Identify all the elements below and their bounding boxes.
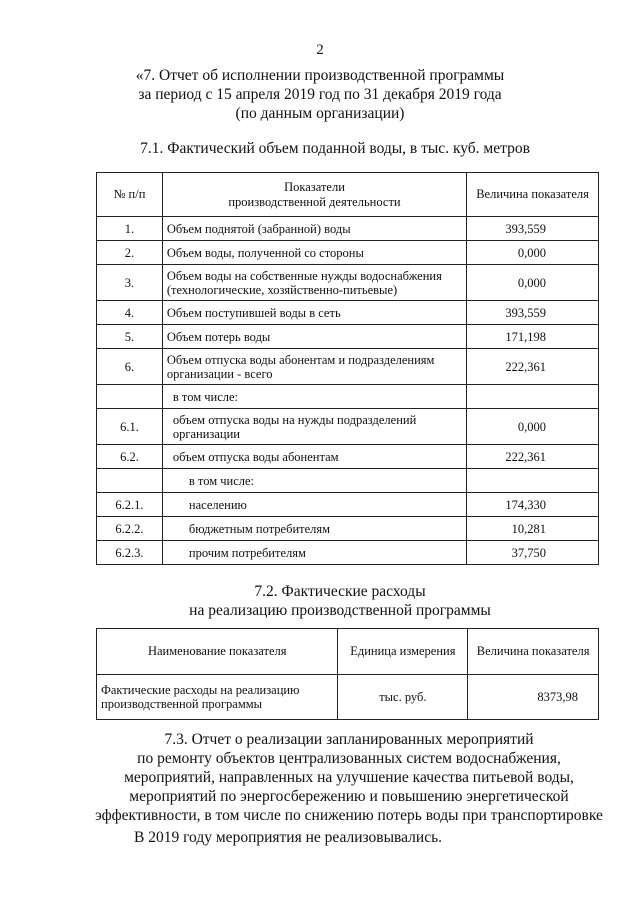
table-row xyxy=(97,469,599,493)
table-row xyxy=(97,385,599,409)
row-value: 174,330 xyxy=(467,493,599,517)
row-number: 3. xyxy=(97,265,163,301)
title-line: на реализацию производственной программы xyxy=(189,602,491,619)
row-name: Фактические расходы на реализацию производственной программы xyxy=(97,675,338,720)
row-number: 6.2.1. xyxy=(97,493,163,517)
row-value: 393,559 xyxy=(467,301,599,325)
row-number: 6.2. xyxy=(97,445,163,469)
heading-line: (по данным организации) xyxy=(235,105,405,122)
row-value: 0,000 xyxy=(467,265,599,301)
row-number: 4. xyxy=(97,301,163,325)
table-row xyxy=(97,265,599,301)
row-value: 0,000 xyxy=(467,409,599,445)
row-value xyxy=(467,385,599,409)
row-value: 10,281 xyxy=(467,517,599,541)
row-name: населению xyxy=(162,493,466,517)
row-number xyxy=(97,385,163,409)
heading-line: за период с 15 апреля 2019 год по 31 декабря 2019 года xyxy=(138,86,502,103)
row-value: 222,361 xyxy=(467,445,599,469)
row-number: 5. xyxy=(97,325,163,349)
row-name: в том числе: xyxy=(162,385,466,409)
title-line: по ремонту объектов централизованных систем водоснабжения, xyxy=(137,750,561,767)
header-indicator-name: Наименование показателя xyxy=(97,629,338,675)
row-name: Объем воды, полученной со стороны xyxy=(162,241,466,265)
section-7-3-title xyxy=(0,730,640,825)
row-value: 222,361 xyxy=(467,349,599,385)
row-name: Объем потерь воды xyxy=(162,325,466,349)
row-name: Объем поднятой (забранной) воды xyxy=(162,217,466,241)
row-value: 8373,98 xyxy=(468,675,599,720)
table-row xyxy=(97,301,599,325)
row-name: Объем отпуска воды абонентам и подразделениям организации - всего xyxy=(162,349,466,385)
row-number: 6.1. xyxy=(97,409,163,445)
row-name: в том числе: xyxy=(162,469,466,493)
row-name: объем отпуска воды на нужды подразделений организации xyxy=(162,409,466,445)
header-indicator-line1: Показатели xyxy=(284,179,345,194)
page-number: 2 xyxy=(316,42,324,58)
title-line: эффективности, в том числе по снижению потерь воды при транспортировке xyxy=(95,807,603,824)
table-header-row xyxy=(97,629,599,675)
table-row xyxy=(97,445,599,469)
section-7-2-title xyxy=(0,582,640,620)
table-row xyxy=(97,241,599,265)
title-line: мероприятий, направленных на улучшение качества питьевой воды, xyxy=(124,769,574,786)
heading-line: «7. Отчет об исполнении производственной программы xyxy=(135,67,505,84)
header-indicator-line2: производственной деятельности xyxy=(228,194,401,209)
title-line: мероприятий по энергосбережению и повышению энергетической xyxy=(129,788,569,805)
title-line: 7.2. Фактические расходы xyxy=(254,583,426,600)
row-name: Объем поступившей воды в сеть xyxy=(162,301,466,325)
row-number: 2. xyxy=(97,241,163,265)
header-number: № п/п xyxy=(97,173,163,217)
row-unit: тыс. руб. xyxy=(338,675,468,720)
header-value: Величина показателя xyxy=(467,173,599,217)
table-row xyxy=(97,325,599,349)
row-name: прочим потребителям xyxy=(162,541,466,565)
header-value: Величина показателя xyxy=(468,629,599,675)
row-name: Объем воды на собственные нужды водоснабжения (технологические, хозяйственно-питьевые) xyxy=(162,265,466,301)
row-number: 1. xyxy=(97,217,163,241)
section-7-1-title: 7.1. Фактический объем поданной воды, в тыс. куб. метров xyxy=(140,140,530,157)
title-line: 7.3. Отчет о реализации запланированных мероприятий xyxy=(164,731,534,748)
row-value: 171,198 xyxy=(467,325,599,349)
row-number: 6.2.3. xyxy=(97,541,163,565)
row-value xyxy=(467,469,599,493)
table-row xyxy=(97,541,599,565)
row-number: 6. xyxy=(97,349,163,385)
table-row xyxy=(97,517,599,541)
row-number xyxy=(97,469,163,493)
row-value: 393,559 xyxy=(467,217,599,241)
table-row xyxy=(97,409,599,445)
table-header-row xyxy=(97,173,599,217)
expenses-table xyxy=(96,628,599,720)
row-name: объем отпуска воды абонентам xyxy=(162,445,466,469)
water-volume-table xyxy=(96,172,599,565)
table-row xyxy=(97,349,599,385)
final-statement: В 2019 году мероприятия не реализовывались. xyxy=(134,829,443,846)
row-name: бюджетным потребителям xyxy=(162,517,466,541)
row-value: 0,000 xyxy=(467,241,599,265)
section-7-heading xyxy=(0,66,640,123)
row-value: 37,750 xyxy=(467,541,599,565)
table-row xyxy=(97,493,599,517)
header-indicator xyxy=(162,173,466,217)
table-row xyxy=(97,217,599,241)
row-number: 6.2.2. xyxy=(97,517,163,541)
header-unit: Единица измерения xyxy=(338,629,468,675)
table-row xyxy=(97,675,599,720)
